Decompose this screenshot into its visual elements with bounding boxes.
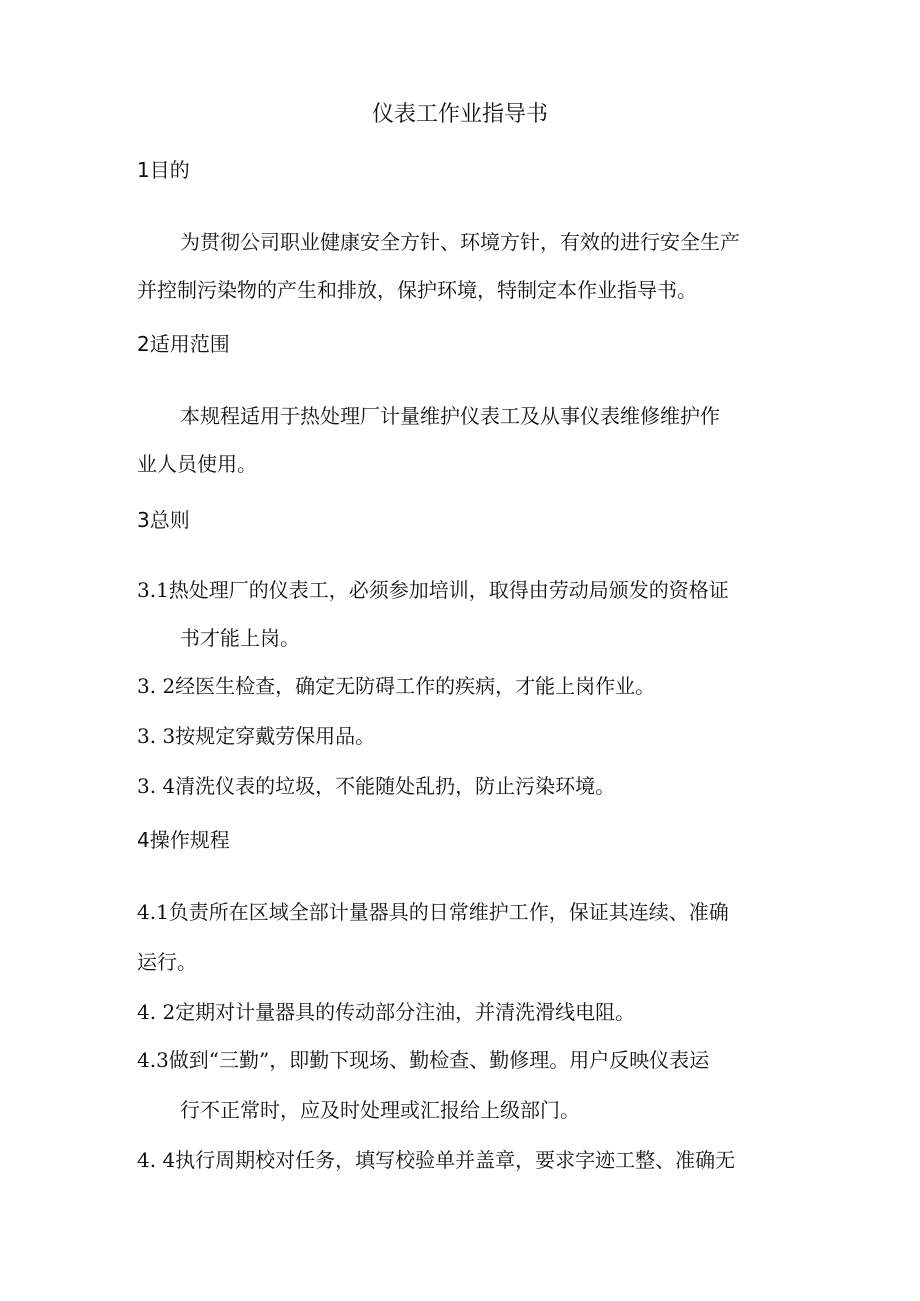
general-item-3-1-line-1: 3.1热处理厂的仪表工，必须参加培训，取得由劳动局颁发的资格证 <box>137 578 729 602</box>
general-item-3-4: 3. 4清洗仪表的垃圾，不能随处乱扔，防止污染环境。 <box>137 774 616 798</box>
general-item-3-2: 3. 2经医生检查，确定无防碍工作的疾病，才能上岗作业。 <box>137 674 656 698</box>
purpose-paragraph-line-2: 并控制污染物的产生和排放，保护环境，特制定本作业指导书。 <box>137 278 697 302</box>
procedure-item-4-1-line-1: 4.1负责所在区域全部计量器具的日常维护工作，保证其连续、准确 <box>137 900 729 924</box>
scope-paragraph-line-1: 本规程适用于热处理厂计量维护仪表工及从事仪表维修维护作 <box>180 404 720 428</box>
section-heading-operating-procedures: 4操作规程 <box>137 828 230 852</box>
section-heading-general: 3总则 <box>137 508 190 532</box>
procedure-item-4-2: 4. 2定期对计量器具的传动部分注油，并清洗滑线电阻。 <box>137 1000 636 1024</box>
general-item-3-3: 3. 3按规定穿戴劳保用品。 <box>137 724 376 748</box>
procedure-item-4-3-line-1: 4.3做到“三勤”，即勤下现场、勤检查、勤修理。用户反映仪表运 <box>137 1048 710 1072</box>
general-item-3-1-line-2: 书才能上岗。 <box>180 626 300 650</box>
procedure-item-4-4-line-1: 4. 4执行周期校对任务，填写校验单并盖章，要求字迹工整、准确无 <box>137 1148 736 1172</box>
section-heading-scope: 2适用范围 <box>137 332 230 356</box>
scope-paragraph-line-2: 业人员使用。 <box>137 452 257 476</box>
section-heading-purpose: 1目的 <box>137 158 190 182</box>
document-title: 仪表工作业指导书 <box>371 102 548 127</box>
purpose-paragraph-line-1: 为贯彻公司职业健康安全方针、环境方针，有效的进行安全生产 <box>180 230 740 254</box>
procedure-item-4-3-line-2: 行不正常时，应及时处理或汇报给上级部门。 <box>180 1098 580 1122</box>
procedure-item-4-1-line-2: 运行。 <box>137 950 197 974</box>
